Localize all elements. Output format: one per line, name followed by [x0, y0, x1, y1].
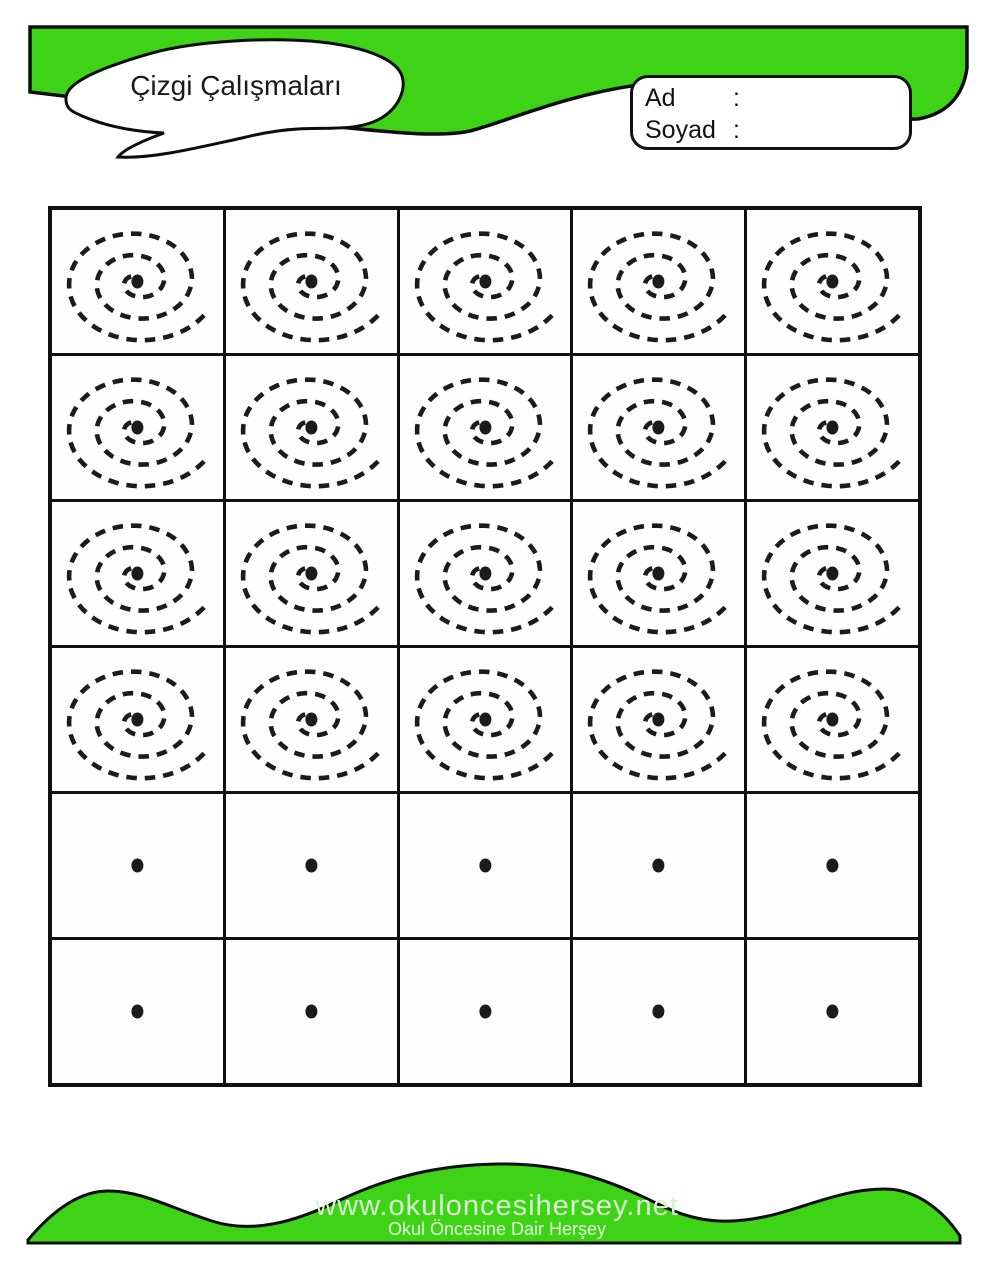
- footer-tagline: Okul Öncesine Dair Herşey: [387, 1219, 607, 1239]
- spiral-tracing-cell[interactable]: [573, 210, 744, 353]
- ad-label: Ad: [645, 84, 676, 112]
- dashed-spiral-glyph: [52, 210, 223, 353]
- dashed-spiral-glyph: [226, 356, 397, 499]
- dashed-spiral-glyph: [52, 356, 223, 499]
- name-row: [645, 82, 909, 114]
- center-dot: [479, 421, 491, 435]
- dot-start-cell[interactable]: [747, 794, 918, 937]
- spiral-tracing-cell[interactable]: [52, 210, 223, 353]
- dashed-spiral-glyph: [573, 502, 744, 645]
- spiral-tracing-cell[interactable]: [400, 210, 571, 353]
- dot-start-cell[interactable]: [226, 940, 397, 1083]
- dashed-spiral-glyph: [400, 648, 571, 791]
- spiral-tracing-cell[interactable]: [226, 356, 397, 499]
- center-dot: [827, 1005, 839, 1019]
- dot-start-cell[interactable]: [226, 794, 397, 937]
- dashed-spiral-glyph: [400, 356, 571, 499]
- center-dot: [131, 567, 143, 581]
- footer-url: www.okuloncesihersey.net: [315, 1190, 679, 1222]
- center-dot: [305, 275, 317, 289]
- dashed-spiral-glyph: [226, 210, 397, 353]
- surname-input-area[interactable]: [740, 114, 909, 146]
- center-dot: [653, 421, 665, 435]
- center-dot: [479, 713, 491, 727]
- spiral-tracing-cell[interactable]: [747, 356, 918, 499]
- start-dot-glyph: [52, 940, 223, 1083]
- worksheet-grid: [48, 206, 922, 1087]
- spiral-tracing-cell[interactable]: [573, 356, 744, 499]
- center-dot: [305, 859, 317, 873]
- surname-row: [645, 114, 909, 146]
- dashed-spiral-glyph: [573, 356, 744, 499]
- center-dot: [131, 275, 143, 289]
- spiral-tracing-cell[interactable]: [400, 648, 571, 791]
- dot-start-cell[interactable]: [573, 940, 744, 1083]
- center-dot: [131, 859, 143, 873]
- center-dot: [305, 713, 317, 727]
- start-dot-glyph: [52, 794, 223, 937]
- dot-start-cell[interactable]: [52, 794, 223, 937]
- dashed-spiral-glyph: [226, 648, 397, 791]
- spiral-tracing-cell[interactable]: [747, 210, 918, 353]
- dot-start-cell[interactable]: [52, 940, 223, 1083]
- start-dot-glyph: [226, 940, 397, 1083]
- spiral-tracing-cell[interactable]: [400, 356, 571, 499]
- dot-start-cell[interactable]: [400, 940, 571, 1083]
- spiral-tracing-cell[interactable]: [747, 648, 918, 791]
- dashed-spiral-glyph: [573, 648, 744, 791]
- center-dot: [827, 567, 839, 581]
- center-dot: [479, 859, 491, 873]
- spiral-tracing-cell[interactable]: [226, 210, 397, 353]
- center-dot: [305, 421, 317, 435]
- dashed-spiral-glyph: [226, 502, 397, 645]
- soyad-label: Soyad: [645, 116, 716, 144]
- dot-start-cell[interactable]: [400, 794, 571, 937]
- spiral-tracing-cell[interactable]: [52, 502, 223, 645]
- dashed-spiral-glyph: [52, 502, 223, 645]
- dot-start-cell[interactable]: [573, 794, 744, 937]
- center-dot: [479, 1005, 491, 1019]
- center-dot: [653, 567, 665, 581]
- center-dot: [827, 275, 839, 289]
- spiral-tracing-cell[interactable]: [52, 648, 223, 791]
- worksheet-title: Çizgi Çalışmaları: [130, 70, 342, 101]
- dashed-spiral-glyph: [747, 648, 918, 791]
- dot-start-cell[interactable]: [747, 940, 918, 1083]
- dashed-spiral-glyph: [747, 502, 918, 645]
- start-dot-glyph: [573, 940, 744, 1083]
- center-dot: [131, 713, 143, 727]
- center-dot: [653, 275, 665, 289]
- name-box: [630, 75, 912, 150]
- name-input-area[interactable]: [740, 82, 909, 114]
- dashed-spiral-glyph: [747, 210, 918, 353]
- spiral-tracing-cell[interactable]: [226, 648, 397, 791]
- center-dot: [305, 567, 317, 581]
- start-dot-glyph: [226, 794, 397, 937]
- dashed-spiral-glyph: [400, 502, 571, 645]
- center-dot: [827, 859, 839, 873]
- center-dot: [827, 421, 839, 435]
- spiral-tracing-cell[interactable]: [400, 502, 571, 645]
- dashed-spiral-glyph: [573, 210, 744, 353]
- start-dot-glyph: [747, 940, 918, 1083]
- spiral-tracing-cell[interactable]: [573, 502, 744, 645]
- spiral-tracing-cell[interactable]: [573, 648, 744, 791]
- soyad-colon: :: [733, 116, 740, 144]
- center-dot: [305, 1005, 317, 1019]
- center-dot: [131, 1005, 143, 1019]
- spiral-tracing-cell[interactable]: [226, 502, 397, 645]
- start-dot-glyph: [400, 794, 571, 937]
- spiral-tracing-cell[interactable]: [747, 502, 918, 645]
- center-dot: [653, 1005, 665, 1019]
- ad-colon: :: [733, 84, 740, 112]
- center-dot: [479, 275, 491, 289]
- start-dot-glyph: [400, 940, 571, 1083]
- start-dot-glyph: [747, 794, 918, 937]
- center-dot: [827, 713, 839, 727]
- dashed-spiral-glyph: [400, 210, 571, 353]
- spiral-tracing-cell[interactable]: [52, 356, 223, 499]
- center-dot: [653, 713, 665, 727]
- center-dot: [479, 567, 491, 581]
- center-dot: [131, 421, 143, 435]
- start-dot-glyph: [573, 794, 744, 937]
- dashed-spiral-glyph: [747, 356, 918, 499]
- center-dot: [653, 859, 665, 873]
- dashed-spiral-glyph: [52, 648, 223, 791]
